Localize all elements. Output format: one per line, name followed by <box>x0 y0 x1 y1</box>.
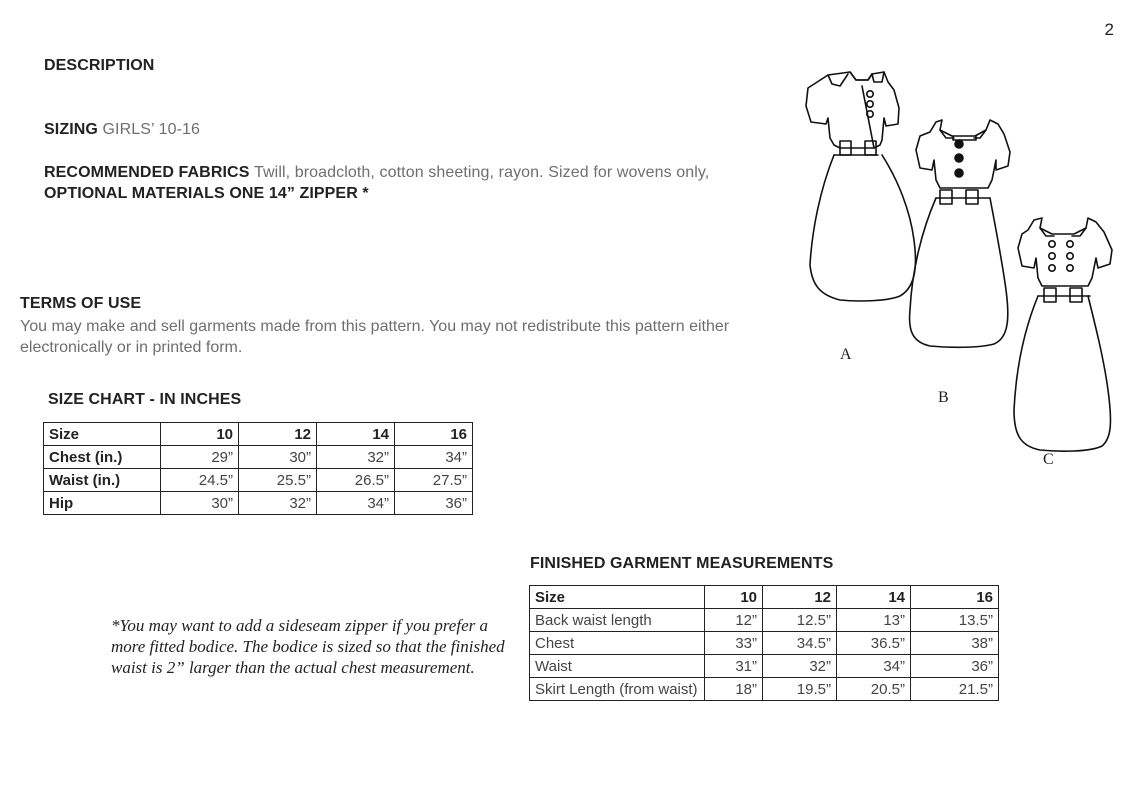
table-cell: 34” <box>837 655 911 678</box>
table-cell: 12” <box>705 609 763 632</box>
row-label: Chest <box>530 632 705 655</box>
terms-text <box>20 316 760 358</box>
row-label: Waist (in.) <box>44 469 161 492</box>
table-cell: 24.5” <box>161 469 239 492</box>
finished-measurements-table <box>529 585 999 701</box>
table-cell: 12.5” <box>763 609 837 632</box>
table-cell: 32” <box>763 655 837 678</box>
table-cell: 13” <box>837 609 911 632</box>
page-number: 2 <box>1104 20 1114 39</box>
terms-heading: TERMS OF USE <box>20 295 142 312</box>
table-cell: 32” <box>317 446 395 469</box>
dress-c-drawing <box>1014 218 1112 451</box>
table-cell: 32” <box>239 492 317 515</box>
fabrics-value: Twill, broadcloth, cotton sheeting, rayon. Sized for wovens only, <box>254 164 710 181</box>
dress-views-illustration <box>790 60 1130 480</box>
row-label: Chest (in.) <box>44 446 161 469</box>
footnote-line-1: *You may want to add a sideseam zipper if you prefer a <box>111 616 488 635</box>
table-cell: 38” <box>911 632 999 655</box>
header-cell: 16 <box>395 423 473 446</box>
header-cell: 10 <box>705 586 763 609</box>
table-cell: 26.5” <box>317 469 395 492</box>
table-row <box>530 609 999 632</box>
dress-b-drawing <box>910 120 1010 347</box>
materials-line <box>44 185 369 203</box>
terms-line-2: electronically or in printed form. <box>20 339 243 356</box>
row-label: Back waist length <box>530 609 705 632</box>
dress-a-drawing <box>806 72 915 301</box>
table-row <box>530 655 999 678</box>
table-row <box>44 469 473 492</box>
header-cell: 10 <box>161 423 239 446</box>
table-cell: 36.5” <box>837 632 911 655</box>
fabrics-label: RECOMMENDED FABRICS <box>44 164 250 181</box>
footnote-line-3: waist is 2” larger than the actual chest measurement. <box>111 658 475 677</box>
table-cell: 34.5” <box>763 632 837 655</box>
table-row <box>44 492 473 515</box>
zipper-footnote <box>111 615 505 678</box>
view-label-a: A <box>840 346 852 363</box>
table-cell: 25.5” <box>239 469 317 492</box>
header-cell: 12 <box>239 423 317 446</box>
header-cell: 14 <box>837 586 911 609</box>
row-label: Skirt Length (from waist) <box>530 678 705 701</box>
row-label: Hip <box>44 492 161 515</box>
size-chart-title: SIZE CHART - IN INCHES <box>48 391 242 408</box>
table-row <box>44 446 473 469</box>
table-cell: 29” <box>161 446 239 469</box>
fabrics-line <box>44 164 709 182</box>
finished-header-row <box>530 586 999 609</box>
table-cell: 13.5” <box>911 609 999 632</box>
table-cell: 34” <box>395 446 473 469</box>
table-cell: 34” <box>317 492 395 515</box>
table-cell: 19.5” <box>763 678 837 701</box>
sizing-label: SIZING <box>44 121 98 138</box>
sizing-line <box>44 121 200 139</box>
size-chart-table <box>43 422 473 515</box>
table-row <box>530 678 999 701</box>
table-cell: 36” <box>395 492 473 515</box>
table-cell: 18” <box>705 678 763 701</box>
materials-label: OPTIONAL MATERIALS <box>44 185 225 202</box>
footnote-line-2: more fitted bodice. The bodice is sized so that the finished <box>111 637 505 656</box>
table-cell: 30” <box>161 492 239 515</box>
finished-measurements-title: FINISHED GARMENT MEASUREMENTS <box>530 555 834 572</box>
description-heading: DESCRIPTION <box>44 57 155 74</box>
header-cell: Size <box>530 586 705 609</box>
table-cell: 21.5” <box>911 678 999 701</box>
header-cell: 16 <box>911 586 999 609</box>
table-row <box>530 632 999 655</box>
table-cell: 36” <box>911 655 999 678</box>
row-label: Waist <box>530 655 705 678</box>
materials-value: ONE 14” ZIPPER * <box>229 185 369 202</box>
table-cell: 31” <box>705 655 763 678</box>
size-chart-header-row <box>44 423 473 446</box>
table-cell: 20.5” <box>837 678 911 701</box>
table-cell: 27.5” <box>395 469 473 492</box>
terms-line-1: You may make and sell garments made from this pattern. You may not redistribute this pattern either <box>20 318 730 335</box>
sizing-value: GIRLS’ 10-16 <box>102 121 201 138</box>
header-cell: 14 <box>317 423 395 446</box>
header-cell: Size <box>44 423 161 446</box>
table-cell: 33” <box>705 632 763 655</box>
view-label-b: B <box>938 389 949 406</box>
header-cell: 12 <box>763 586 837 609</box>
view-label-c: C <box>1043 451 1054 468</box>
table-cell: 30” <box>239 446 317 469</box>
